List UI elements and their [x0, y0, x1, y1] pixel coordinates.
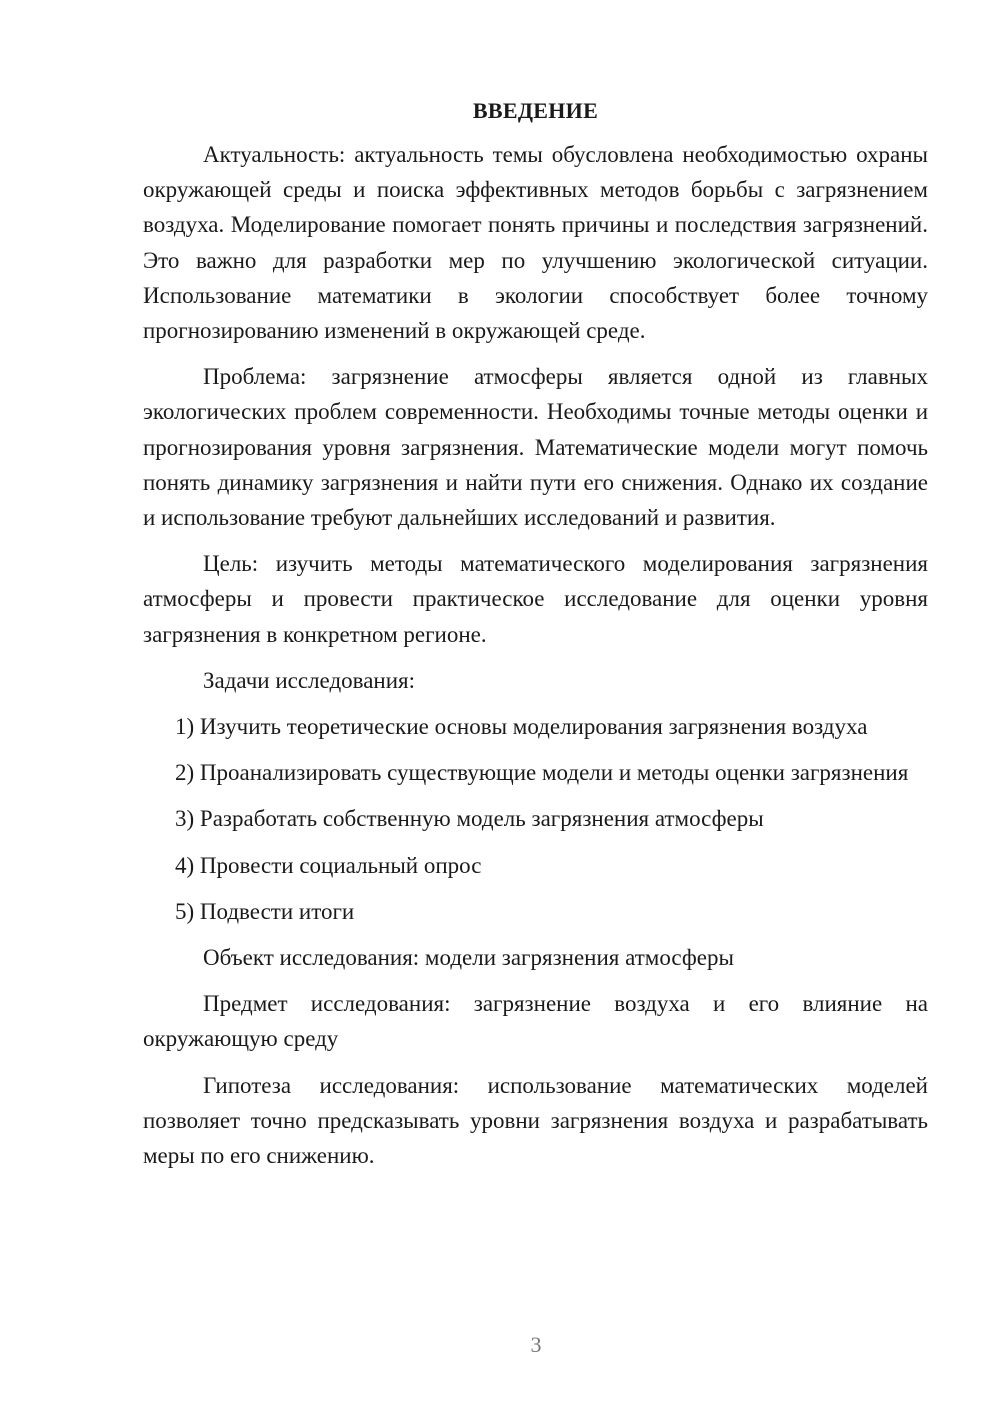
- task-item: 1) Изучить теоретические основы моделирования загрязнения воздуха: [175, 714, 868, 740]
- relevance-paragraph: Актуальность: актуальность темы обусловлена необходимостью охраны окружающей среды и поиска эффективных методов борьбы с загрязнением воздуха. Моделирование помогает понять причины и последствия загрязнений. Это важно для разработки мер по улучшению экологической ситуации. Использование математики в экологии способствует более точному прогнозированию изменений в окружающей среде.: [143, 142, 928, 344]
- task-item: 2) Проанализировать существующие модели и методы оценки загрязнения: [175, 760, 909, 786]
- subject-paragraph: Предмет исследования: загрязнение воздуха и его влияние на окружающую среду: [143, 991, 928, 1052]
- object-paragraph: Объект исследования: модели загрязнения атмосферы: [203, 945, 734, 971]
- page-number: 3: [530, 1332, 542, 1357]
- tasks-heading: Задачи исследования:: [203, 667, 416, 693]
- task-item: 4) Провести социальный опрос: [175, 852, 482, 878]
- page-title: ВВЕДЕНИЕ: [472, 98, 599, 123]
- task-item: 5) Подвести итоги: [175, 898, 355, 924]
- goal-paragraph: Цель: изучить методы математического моделирования загрязнения атмосферы и провести практическое исследование для оценки уровня загрязнения в конкретном регионе.: [143, 551, 928, 647]
- document-body: [143, 95, 928, 1184]
- task-item: 3) Разработать собственную модель загрязнения атмосферы: [175, 806, 764, 832]
- hypothesis-paragraph: Гипотеза исследования: использование математических моделей позволяет точно предсказывать уровни загрязнения воздуха и разрабатывать меры по его снижению.: [143, 1072, 928, 1169]
- problem-paragraph: Проблема: загрязнение атмосферы является одной из главных экологических проблем современности. Необходимы точные методы оценки и прогнозирования уровня загрязнения. Математические модели могут помочь понять динамику загрязнения и найти пути его снижения. Однако их создание и использование требуют дальнейших исследований и развития.: [143, 364, 928, 531]
